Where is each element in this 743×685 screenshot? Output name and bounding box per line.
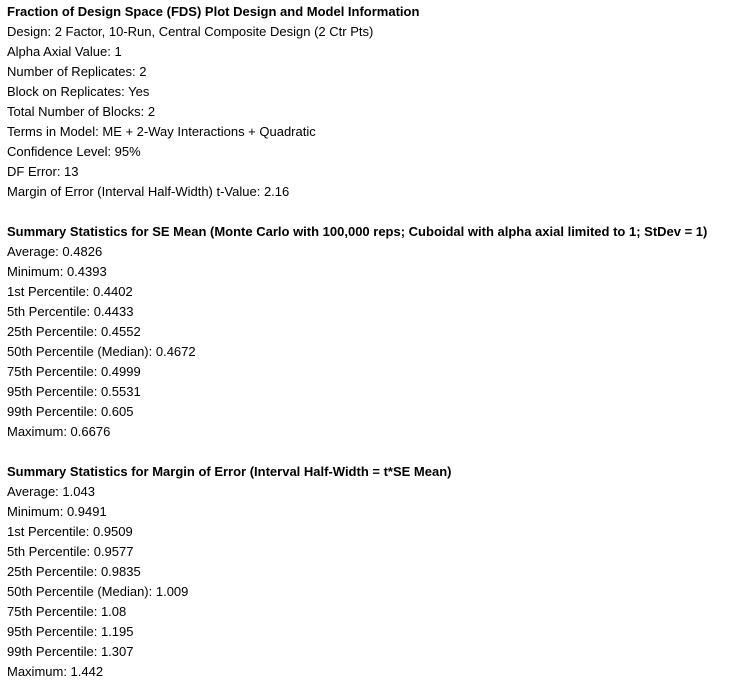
moe-pctl-1-line: 1st Percentile: 0.9509 <box>7 524 133 539</box>
moe-median-line: 50th Percentile (Median): 1.009 <box>7 584 189 599</box>
moe-t-value-line: Margin of Error (Interval Half-Width) t-Value: 2.16 <box>7 184 290 199</box>
se-mean-median-line: 50th Percentile (Median): 0.4672 <box>7 344 196 359</box>
moe-pctl-75-line: 75th Percentile: 1.08 <box>7 604 127 619</box>
se-mean-pctl-95-line: 95th Percentile: 0.5531 <box>7 384 141 399</box>
se-mean-pctl-5-line: 5th Percentile: 0.4433 <box>7 304 134 319</box>
moe-pctl-95-line: 95th Percentile: 1.195 <box>7 624 134 639</box>
moe-average-line: Average: 1.043 <box>7 484 95 499</box>
moe-pctl-25-line: 25th Percentile: 0.9835 <box>7 564 141 579</box>
moe-pctl-99-line: 99th Percentile: 1.307 <box>7 644 134 659</box>
moe-maximum-line: Maximum: 1.442 <box>7 664 104 679</box>
fds-report-title: Fraction of Design Space (FDS) Plot Design and Model Information <box>7 4 420 19</box>
terms-in-model-line: Terms in Model: ME + 2-Way Interactions + Quadratic <box>7 124 316 139</box>
moe-minimum-line: Minimum: 0.9491 <box>7 504 107 519</box>
section-se-mean-stats <box>7 222 739 442</box>
block-on-replicates-line: Block on Replicates: Yes <box>7 84 150 99</box>
se-mean-pctl-99-line: 99th Percentile: 0.605 <box>7 404 134 419</box>
se-mean-average-line: Average: 0.4826 <box>7 244 103 259</box>
se-mean-pctl-75-line: 75th Percentile: 0.4999 <box>7 364 141 379</box>
se-mean-maximum-line: Maximum: 0.6676 <box>7 424 111 439</box>
section-margin-of-error-stats <box>7 462 739 682</box>
design-line: Design: 2 Factor, 10-Run, Central Composite Design (2 Ctr Pts) <box>7 24 374 39</box>
se-mean-minimum-line: Minimum: 0.4393 <box>7 264 107 279</box>
se-mean-pctl-25-line: 25th Percentile: 0.4552 <box>7 324 141 339</box>
total-number-of-blocks-line: Total Number of Blocks: 2 <box>7 104 156 119</box>
se-mean-stats-title: Summary Statistics for SE Mean (Monte Carlo with 100,000 reps; Cuboidal with alpha axial limited to 1; StDev = 1) <box>7 224 708 239</box>
alpha-axial-value-line: Alpha Axial Value: 1 <box>7 44 122 59</box>
moe-stats-title: Summary Statistics for Margin of Error (Interval Half-Width = t*SE Mean) <box>7 464 452 479</box>
se-mean-pctl-1-line: 1st Percentile: 0.4402 <box>7 284 133 299</box>
section-design-model-info <box>7 2 739 202</box>
moe-pctl-5-line: 5th Percentile: 0.9577 <box>7 544 134 559</box>
df-error-line: DF Error: 13 <box>7 164 79 179</box>
confidence-level-line: Confidence Level: 95% <box>7 144 141 159</box>
number-of-replicates-line: Number of Replicates: 2 <box>7 64 147 79</box>
